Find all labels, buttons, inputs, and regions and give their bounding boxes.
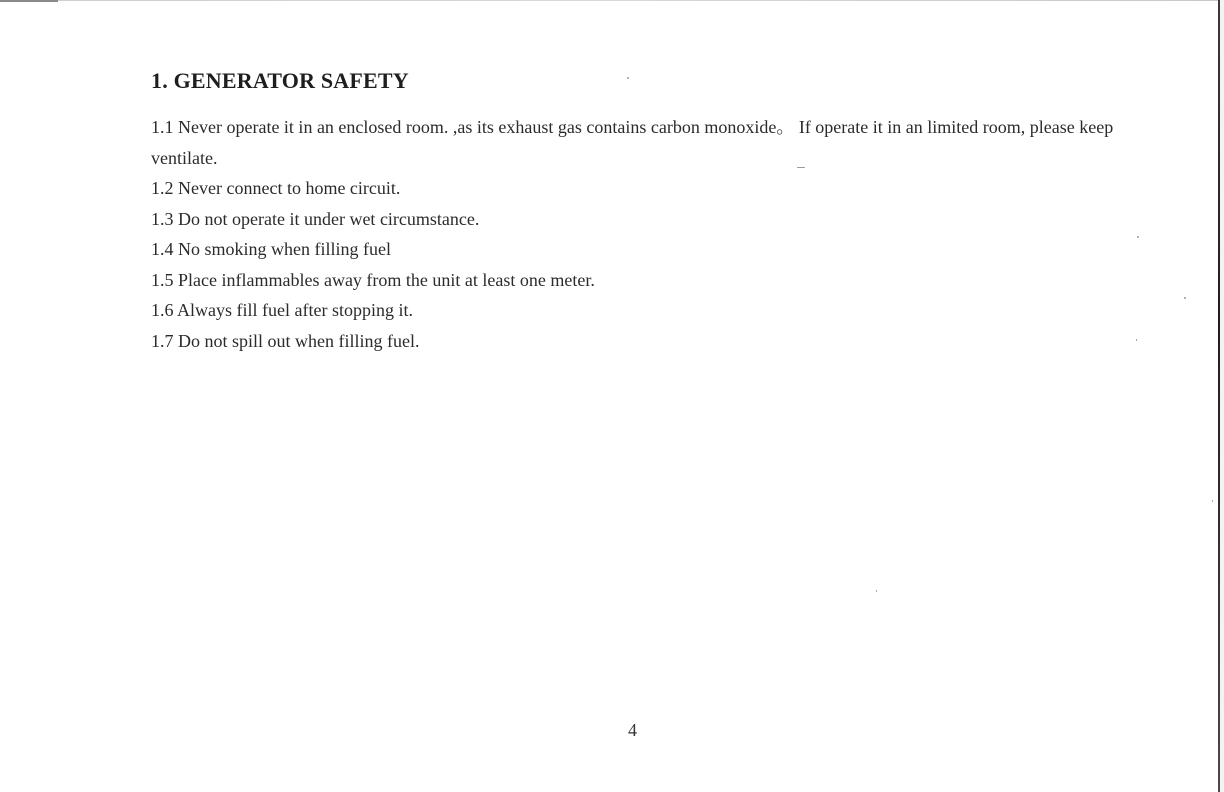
safety-item: 1.6 Always fill fuel after stopping it. bbox=[151, 300, 413, 320]
scan-speck bbox=[1137, 236, 1139, 238]
scan-speck bbox=[1212, 500, 1213, 502]
safety-item: 1.3 Do not operate it under wet circumstance. bbox=[151, 208, 480, 229]
scan-right-margin bbox=[1220, 0, 1224, 792]
safety-item: 1.4 No smoking when filling fuel bbox=[151, 239, 391, 259]
safety-item: 1.7 Do not spill out when filling fuel. bbox=[151, 330, 420, 351]
scan-speck bbox=[1184, 297, 1186, 299]
scan-speck bbox=[876, 590, 877, 592]
scan-speck bbox=[1136, 339, 1137, 341]
safety-item: 1.5 Place inflammables away from the unit at least one meter. bbox=[151, 269, 595, 290]
scan-top-edge-mark bbox=[0, 0, 58, 2]
safety-item: 1.2 Never connect to home circuit. bbox=[151, 178, 401, 198]
safety-item: 1.1 Never operate it in an enclosed room. ,as its exhaust gas contains carbon monoxide。 If operate it in an limited room, please keep ventilate. bbox=[151, 117, 1114, 168]
safety-list bbox=[151, 112, 1126, 356]
scan-speck bbox=[627, 77, 629, 79]
section-heading: 1. GENERATOR SAFETY bbox=[151, 68, 409, 93]
page-number: 4 bbox=[628, 720, 637, 740]
scan-right-edge bbox=[1218, 0, 1220, 792]
scan-top-edge bbox=[0, 0, 1224, 1]
